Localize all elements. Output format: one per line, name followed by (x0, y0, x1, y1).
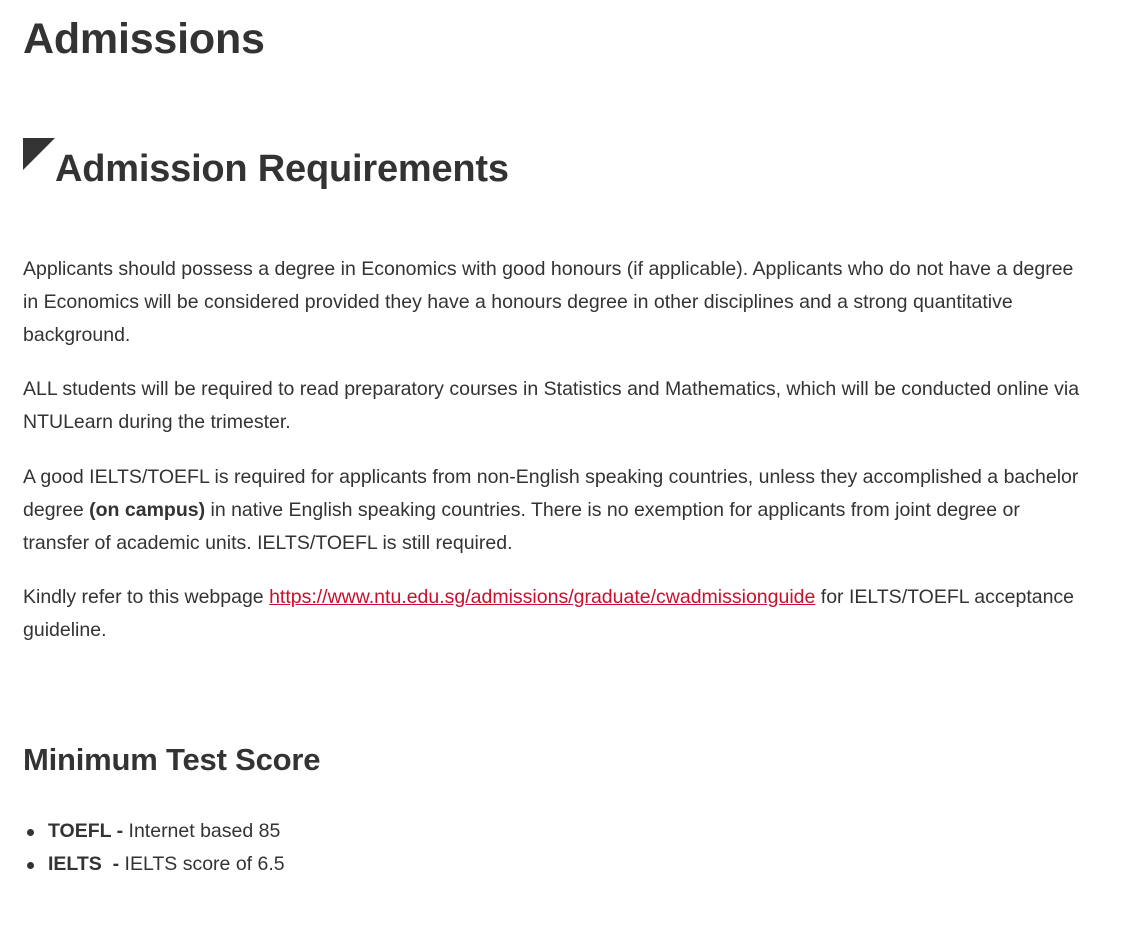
bullet-icon (27, 862, 34, 869)
score-list (23, 815, 285, 881)
paragraph-text: A good IELTS/TOEFL is required for applicants from non-English speaking countries, unless they accomplished a bachelor degree (23, 466, 1079, 521)
corner-triangle-icon (23, 138, 55, 170)
page-title: Admissions (23, 15, 265, 63)
paragraph-guideline-reference (23, 581, 1088, 647)
paragraph-degree-requirement: Applicants should possess a degree in Economics with good honours (if applicable). Applicants who do not have a degree in Economics will be considered provided they have a honours degree in other disciplines and a strong quantitative background. (23, 258, 1074, 346)
score-label: TOEFL - (48, 820, 124, 842)
bullet-icon (27, 829, 34, 836)
paragraph-text: in native English speaking countries. There is no exemption for applicants from joint degree or transfer of academic units. IELTS/TOEFL is still required. (23, 499, 1020, 554)
on-campus-emphasis: (on campus) (89, 499, 206, 521)
score-label: IELTS - (48, 853, 120, 875)
score-value: Internet based 85 (123, 820, 281, 842)
admission-guide-link[interactable]: https://www.ntu.edu.sg/admissions/graduate/cwadmissionguide (269, 586, 816, 608)
paragraph-text: Kindly refer to this webpage (23, 586, 270, 608)
minimum-test-score-heading: Minimum Test Score (23, 742, 321, 777)
score-value: IELTS score of 6.5 (119, 853, 285, 875)
list-item-ielts (23, 848, 285, 881)
paragraph-text: for IELTS/TOEFL acceptance guideline. (23, 586, 1075, 641)
paragraph-language-requirement (23, 461, 1088, 560)
list-item-toefl (23, 815, 285, 848)
section-heading: Admission Requirements (55, 148, 509, 190)
paragraph-preparatory-courses: ALL students will be required to read preparatory courses in Statistics and Mathematics, which will be conducted online via NTULearn during the trimester. (23, 378, 1080, 433)
